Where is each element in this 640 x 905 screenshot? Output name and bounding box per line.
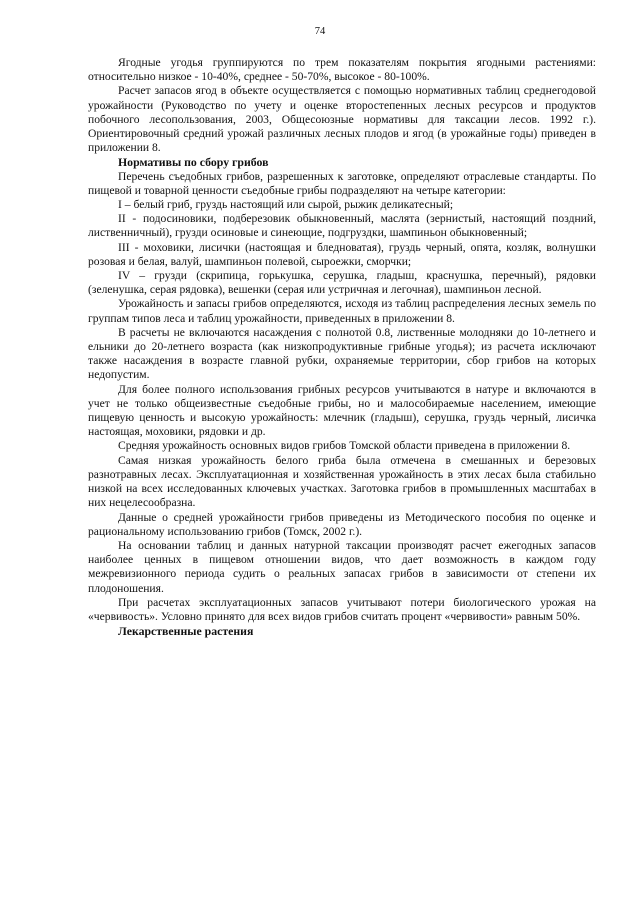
paragraph-full-use: Для более полного использования грибных ресурсов учитываются в натуре и включаются в учет не только общеизвестные съедобные грибы, но и малособираемые населением, имеющие пищевую ценность и высокую урожайность: млечник (гладыш), серушка, груздь черный, лисичка настоящая, моховики, рядовки и др. (88, 382, 596, 439)
section-heading-mushrooms: Нормативы по сбору грибов (118, 155, 269, 170)
paragraph-data-source: Данные о средней урожайности грибов приведены из Методического пособия по оценке и рациональному использованию грибов (Томск, 2002 г.). (88, 510, 596, 538)
paragraph-lowest-yield: Самая низкая урожайность белого гриба была отмечена в смешанных и березовых разнотравных лесах. Эксплуатационная и хозяйственная урожайность в этих лесах была стабильно низкой на всех исследованных ключевых участках. Заготовка грибов в промышленных масштабах в них нецелесообразна. (88, 453, 596, 510)
paragraph-exclusions: В расчеты не включаются насаждения с полнотой 0.8, лиственные молодняки до 10-летнего и ельники до 20-летнего возраста (как низкопродуктивные грибные угодья); из расчета исключают также насаждения в возрасте главной рубки, охраняемые территории, сбор грибов на которых недопустим. (88, 325, 596, 382)
list-item-category-3: III - моховики, лисички (настоящая и бледноватая), груздь черный, опята, козляк, волнушки розовая и белая, валуй, шампиньон полевой, сыроежки, сморчки; (88, 240, 596, 268)
document-body (88, 56, 596, 638)
list-item-category-2: II - подосиновики, подберезовик обыкновенный, маслята (зернистый, настоящий поздний, лиственничный), грузди осиновые и синеющие, подгруздки, шампиньон обыкновенный; (88, 212, 596, 240)
list-item-category-1: I – белый гриб, груздь настоящий или сырой, рыжик деликатесный; (118, 198, 454, 212)
paragraph-worm-loss: При расчетах эксплуатационных запасов учитывают потери биологического урожая на «червивость». Условно принято для всех видов грибов считать процент «червивости» равным 50%. (88, 595, 596, 623)
paragraph-annual-stock: На основании таблиц и данных натурной таксации производят расчет ежегодных запасов наиболее ценных в пищевом отношении видов, что дает возможность в каждом году межревизионного периода судить о реальных запасах грибов в зависимости от степени их плодоношения. (88, 538, 596, 595)
paragraph-average-yield: Средняя урожайность основных видов грибов Томской области приведена в приложении 8. (118, 439, 571, 453)
section-heading-medicinal-plants: Лекарственные растения (118, 624, 254, 639)
paragraph-mushroom-list-intro: Перечень съедобных грибов, разрешенных к заготовке, определяют отраслевые стандарты. По пищевой и товарной ценности съедобные грибы подразделяют на четыре категории: (88, 169, 596, 197)
page-number: 74 (314, 26, 326, 37)
paragraph-berry-calculation: Расчет запасов ягод в объекте осуществляется с помощью нормативных таблиц среднегодовой урожайности (Руководство по учету и оценке второстепенных лесных ресурсов и продуктов побочного лесопользования, 2003, Общесоюзные нормативы для таксации лесов. 1992 г.). Ориентировочный средний урожай различных лесных плодов и ягод (в урожайные годы) приведен в приложении 8. (88, 84, 596, 155)
paragraph-berry-lands: Ягодные угодья группируются по трем показателям покрытия ягодными растениями: относительно низкое - 10-40%, среднее - 50-70%, высокое - 80-100%. (88, 56, 596, 84)
paragraph-yield-determination: Урожайность и запасы грибов определяются, исходя из таблиц распределения лесных земель по группам типов леса и таблиц урожайности, приведенных в приложении 8. (88, 297, 596, 325)
list-item-category-4: IV – грузди (скрипица, горькушка, серушка, гладыш, краснушка, перечный), рядовки (зеленушка, серая рядовка), вешенки (серая или устричная и легочная), шампиньон лесной. (88, 269, 596, 297)
